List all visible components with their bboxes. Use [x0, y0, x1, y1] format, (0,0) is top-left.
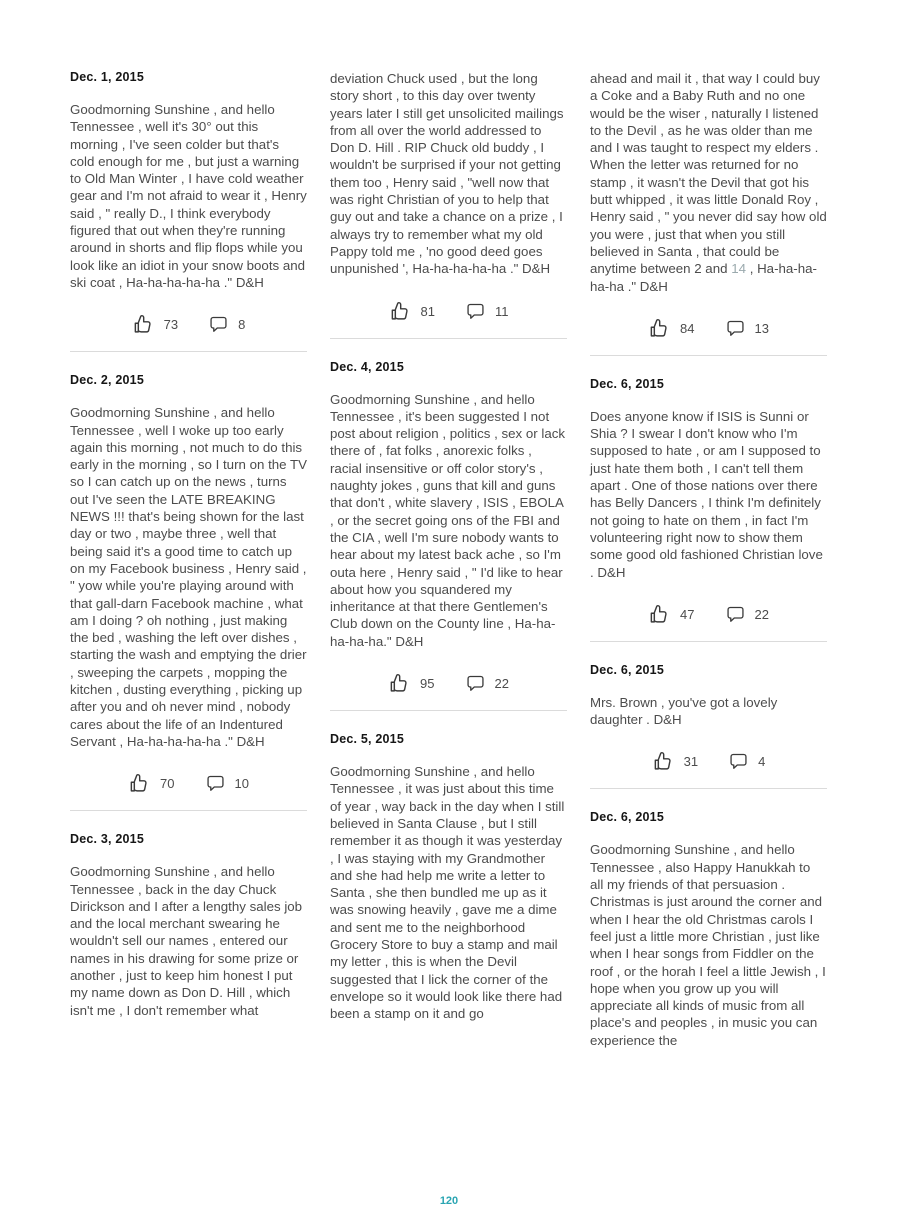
post-body: deviation Chuck used , but the long story short , to this day over twenty years later I still get unsolicited mailings from all over the world addressed to Don D. Hill . RIP Chuck old buddy , I wouldn't be surprised if your not getting them too , Henry said , "well now that was right Christian of you to help that guy out and take a chance on a prize , I always try to remember what my old Pappy told me , 'no good deed goes unpunished ', Ha-ha-ha-ha-ha ." D&H	[330, 71, 564, 277]
post-date: Dec. 6, 2015	[590, 662, 664, 677]
post-divider	[590, 355, 827, 356]
comment-count: 22	[754, 606, 769, 622]
post-start	[70, 832, 307, 1019]
thumbs-up-icon	[648, 317, 671, 340]
post-body: Goodmorning Sunshine , and hello Tennessee , well I woke up too early again this morning , not much to do this early in the morning , so I turn on the TV so I can catch up on the news , turns out I've seen the LATE BREAKING NEWS !!! that's being shown for the last day or two , maybe three , well that being said it's a good time to catch up on my Facebook business , Henry said , " yow while you're playing around with that gall-darn Facebook machine , what am I doing ? oh nothing , just making the bed , washing the left over dishes , starting the wash and emptying the drier , sweeping the carpets , mopping the kitchen , dusting everything , picking up after you and oh never mind , nobody cares about the life of an Indentured Servant , Ha-ha-ha-ha-ha ." D&H	[70, 405, 308, 749]
post-divider	[590, 641, 827, 642]
post-meta	[70, 772, 307, 795]
like-group	[652, 750, 698, 773]
post-meta	[590, 603, 827, 626]
post	[590, 663, 827, 790]
comment-icon	[725, 318, 746, 339]
like-count: 95	[420, 676, 435, 692]
post-date: Dec. 5, 2015	[330, 732, 404, 747]
thumbs-up-icon	[648, 603, 671, 626]
post-meta	[590, 750, 827, 773]
thumbs-up-icon	[128, 772, 151, 795]
page-number: 120	[439, 1195, 459, 1207]
column-2	[330, 70, 567, 1049]
post-body: Does anyone know if ISIS is Sunni or Shia ? I swear I don't know who I'm supposed to hate , or am I supposed to just hate them both , I can't tell them apart . One of those nations over there has Belly Dancers , I think I'm definitely not going to hate on them , in fact I'm volunteering right now to show them some good old fashioned Christian love . D&H	[590, 408, 823, 580]
comment-group	[205, 773, 249, 794]
post-start	[590, 810, 827, 1049]
thumbs-up-icon	[389, 300, 412, 323]
post-divider	[330, 338, 567, 339]
post-divider	[590, 788, 827, 789]
comment-group	[728, 751, 765, 772]
comment-count: 13	[754, 320, 769, 336]
post-body-text: , Ha-ha-ha-ha-ha ." D&H	[590, 261, 817, 294]
post-date: Dec. 3, 2015	[70, 832, 144, 847]
text-columns	[70, 70, 827, 1049]
post-meta	[330, 672, 567, 695]
like-group	[648, 317, 694, 340]
thumbs-up-icon	[652, 750, 675, 773]
post-body: Goodmorning Sunshine , and hello Tennessee , it's been suggested I not post about religion , politics , sex or lack there of , fat folks , anorexic folks , racial insensitive or off color story's , naughty jokes , guns that kill and guns that don't , white slavery , ISIS , EBOLA , or the secret going ons of the FBI and the CIA , well I'm sure nobody wants to hear about my latest back ache , so I'm outa here , Henry said , " I'd like to hear about how you squandered my inheritance at that there Gentlemen's Club down on the County line , Ha-ha-ha-ha-ha." D&H	[330, 391, 566, 649]
post-meta	[590, 317, 827, 340]
post-body: Goodmorning Sunshine , and hello Tennessee , back in the day Chuck Dirickson and I after a lengthy sales job and the local merchant swearing he wouldn't sell our names , entered our names in his drawing for some prize or another , just to keep him honest I put my name down as Don D. Hill , which isn't me , I don't remember what	[70, 864, 303, 1018]
post-date: Dec. 4, 2015	[330, 359, 404, 374]
post-body: Goodmorning Sunshine , and hello Tennessee , well it's 30° out this morning , I've seen colder but that's cold enough for me , but just a warning to Old Man Winter , I have cold weather gear and I'm not afraid to wear it , Henry said , " really D., I think everybody figured that out when they're running around in shorts and flip flops while you look like an idiot in your snow boots and ski coat , Ha-ha-ha-ha-ha ." D&H	[70, 102, 307, 290]
comment-icon	[208, 314, 229, 335]
post	[590, 377, 827, 642]
post	[70, 70, 307, 352]
post-date: Dec. 1, 2015	[70, 70, 144, 84]
like-group	[128, 772, 174, 795]
post-body: Mrs. Brown , you've got a lovely daughter . D&H	[590, 694, 778, 728]
post-body-text: ahead and mail it , that way I could buy a Coke and a Baby Ruth and no one would be the wiser , naturally I listened to the Devil , as he was older than me and I was taught to respect my elders . When the letter was returned for no stamp , it wasn't the Devil that got his butt whipped , it was little Donald Roy , Henry said , " you never did say how old you were , just that when you still believed in Santa , that could be anytime between 2 and	[590, 71, 827, 277]
like-count: 73	[163, 317, 179, 333]
like-group	[132, 313, 178, 336]
post-meta	[70, 313, 307, 336]
thumbs-up-icon	[132, 313, 155, 336]
post-continuation	[330, 70, 567, 339]
post-divider	[330, 710, 567, 711]
comment-icon	[465, 673, 486, 694]
comment-group	[725, 604, 769, 625]
post-start	[330, 732, 567, 1022]
post-continuation	[590, 70, 827, 356]
post-divider	[70, 351, 307, 352]
post-date: Dec. 6, 2015	[590, 810, 664, 825]
comment-icon	[725, 604, 746, 625]
post	[70, 373, 307, 811]
comment-group	[725, 318, 769, 339]
post-date: Dec. 6, 2015	[590, 376, 664, 391]
comment-count: 10	[234, 776, 249, 792]
post-body: Goodmorning Sunshine , and hello Tennessee , also Happy Hanukkah to all my friends of that persuasion . Christmas is just around the corner and when I hear the old Christmas carols I feel just a little more Christian , just like when I hear songs from Fiddler on the roof , or the horah I feel a little Jewish , I hope when you grow up you will appreciate all kinds of music from all place's and peoples , in music you can experience the	[590, 842, 826, 1048]
like-count: 47	[680, 606, 695, 622]
post-body-highlight: 14	[731, 261, 746, 277]
comment-icon	[205, 773, 226, 794]
comment-icon	[465, 301, 486, 322]
comment-count: 11	[494, 303, 509, 319]
like-group	[388, 672, 434, 695]
comment-count: 4	[758, 754, 766, 770]
like-count: 81	[420, 303, 435, 319]
comment-group	[465, 301, 509, 322]
post-date: Dec. 2, 2015	[70, 373, 144, 388]
like-group	[648, 603, 694, 626]
thumbs-up-icon	[388, 672, 411, 695]
post-body	[590, 70, 827, 295]
column-1	[70, 70, 307, 1049]
comment-icon	[728, 751, 749, 772]
like-group	[389, 300, 435, 323]
comment-group	[208, 314, 245, 335]
comment-count: 22	[494, 676, 509, 692]
post	[330, 360, 567, 711]
like-count: 31	[683, 754, 699, 770]
column-3	[590, 70, 827, 1049]
post-meta	[330, 300, 567, 323]
comment-count: 8	[238, 317, 246, 333]
like-count: 84	[680, 320, 695, 336]
comment-group	[465, 673, 509, 694]
post-divider	[70, 810, 307, 811]
post-body: Goodmorning Sunshine , and hello Tennessee , it was just about this time of year , way back in the day when I still believed in Santa Clause , but I still remember it as though it was yesterday , I was staying with my Grandmother and she had help me write a letter to Santa , she then bundled me up as it was snowing heavily , gave me a dime and sent me to the neighborhood Grocery Store to buy a stamp and mail my letter , this is when the Devil suggested that I lick the corner of the envelope so it would look like there had been a stamp on it and go	[330, 764, 565, 1022]
like-count: 70	[160, 776, 175, 792]
